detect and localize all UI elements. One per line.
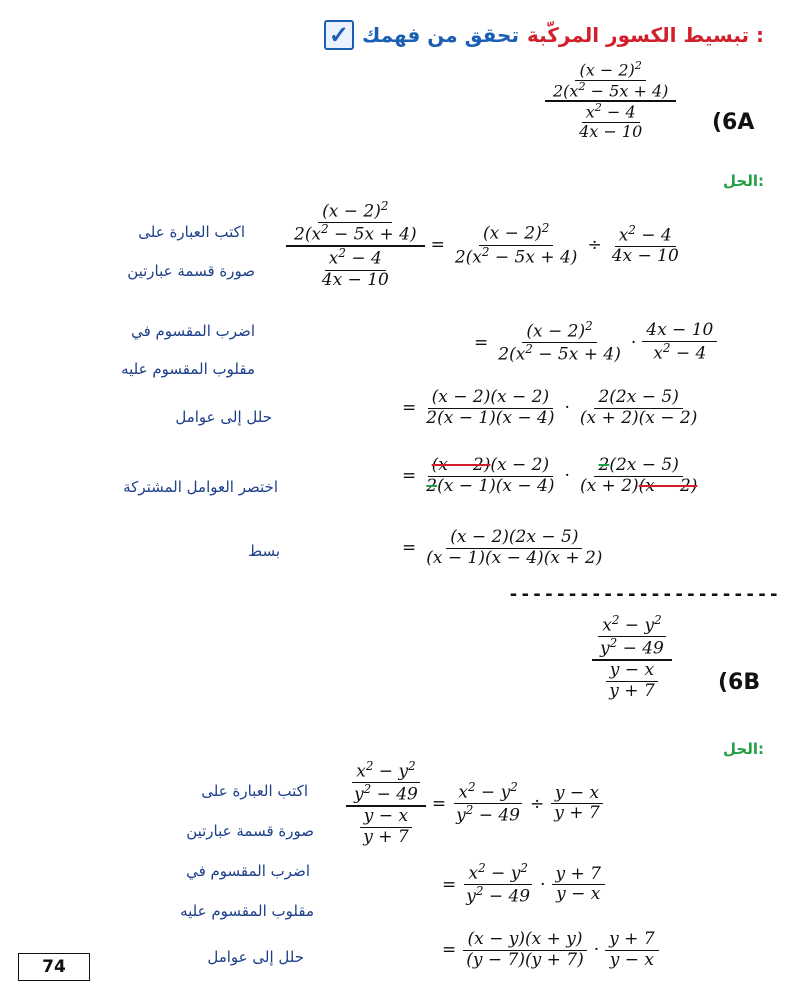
math-6a-line4: = $\frac{(x - 2)(x - 2)}{2(x - 1)(x - 4)}$ · $\frac{2(2x - 5)}{(x + 2)(x - 2)}$ [402, 455, 698, 496]
header-check-text: تحقق من فهمك [361, 23, 519, 47]
solution-label-6b: الحل: [723, 740, 764, 758]
problem-6b-label: (6B [718, 670, 761, 695]
header-topic-text: تبسيط الكسور المركّبة : [526, 23, 764, 47]
math-6a-line5: = $\frac{(x - 2)(2x - 5)}{(x - 1)(x - 4)(x + 2)}$ [402, 527, 603, 568]
step-6a-6: اختصر العوامل المشتركة [123, 478, 278, 496]
step-6a-2: صورة قسمة عبارتين [127, 262, 255, 280]
problem-6a-label: (6A [712, 110, 755, 135]
step-6a-1: اكتب العبارة على [138, 223, 245, 241]
section-divider: ----------------------- [508, 584, 781, 605]
step-6a-4: مقلوب المقسوم عليه [121, 360, 255, 378]
math-6b-line3: = $\frac{(x - y)(x + y)}{(y - 7)(y + 7)}$ · $\frac{y + 7}{y - x}$ [436, 930, 659, 970]
page-number: 74 [18, 953, 90, 981]
step-6b-1: اكتب العبارة على [201, 782, 308, 800]
checkmark-icon: ✓ [324, 20, 354, 50]
step-6b-5: حلل إلى عوامل [207, 948, 304, 966]
problem-6b-expression: $\frac{\frac{x^2 - y^2}{y^2 - 49}}{\frac{y - x}{y + 7}}$ [592, 614, 672, 702]
step-6a-5: حلل إلى عوامل [175, 408, 272, 426]
step-6b-2: صورة قسمة عبارتين [186, 822, 314, 840]
section-header [324, 20, 764, 50]
step-6b-4: مقلوب المقسوم عليه [180, 902, 314, 920]
step-6b-3: اضرب المقسوم في [186, 862, 310, 880]
math-6a-line1: $\frac{\frac{(x - 2)^2}{2(x^2 - 5x + 4)}}{\frac{x^2 - 4}{4x - 10}}$ = $\frac{(x - 2)^2}{2(x^2 - 5x + 4)}$ ÷ $\frac{x^2 - 4}{4x - 10}$ [286, 200, 683, 290]
math-6a-line3: = $\frac{(x - 2)(x - 2)}{2(x - 1)(x - 4)}$ · $\frac{2(2x - 5)}{(x + 2)(x - 2)}$ [402, 387, 698, 428]
math-6a-line2: = $\frac{(x - 2)^2}{2(x^2 - 5x + 4)}$ · $\frac{4x - 10}{x^2 - 4}$ [468, 320, 717, 365]
step-6a-7: بسط [248, 542, 280, 560]
solution-label-6a: الحل: [723, 172, 764, 190]
math-6b-line2: = $\frac{x^2 - y^2}{y^2 - 49}$ · $\frac{y + 7}{y - x}$ [436, 862, 605, 907]
math-6b-line1: $\frac{\frac{x^2 - y^2}{y^2 - 49}}{\frac{y - x}{y + 7}}$ = $\frac{x^2 - y^2}{y^2 - 49}$ ÷ $\frac{y - x}{y + 7}$ [346, 760, 604, 848]
step-6a-3: اضرب المقسوم في [131, 322, 255, 340]
problem-6a-expression: $\frac{\frac{(x - 2)^2}{2(x^2 - 5x + 4)}}{\frac{x^2 - 4}{4x - 10}}$ [545, 60, 676, 142]
